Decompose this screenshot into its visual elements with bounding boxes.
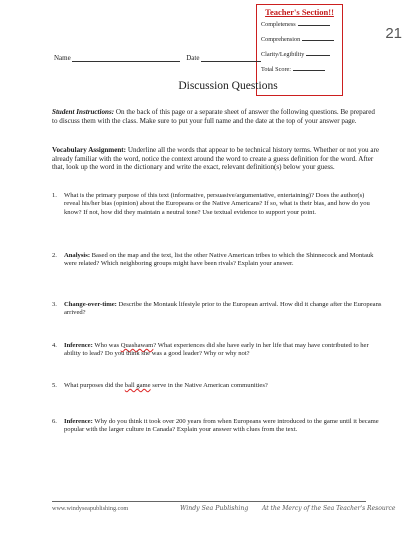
clarity-field: Clarity/Legibility [261, 50, 338, 58]
comprehension-field: Comprehension [261, 35, 338, 43]
footer-publisher: Windy Sea Publishing [180, 505, 249, 512]
page-title: Discussion Questions [178, 80, 278, 92]
question-2: 2. Analysis: Based on the map and the text, list the other Native American tribes to which the Shinnecock and Montauk were related? Which neighboring groups might have been rivals? Explain your answer. [52, 252, 374, 268]
instructions-label: Student Instructions: [52, 108, 115, 116]
vocab-label: Vocabulary Assignment: [52, 146, 127, 154]
footer-divider [52, 501, 366, 502]
instructions-text: On the back of this page or a separate sheet of answer the following questions. Be prepared to discuss them with the class. Make sure to put your full name and the date at the top of your answer page. [52, 108, 375, 125]
footer-url: www.windyseapublishing.com [52, 505, 129, 512]
date-label: Date [186, 54, 200, 62]
name-date-line [54, 54, 261, 62]
question-3: 3. Change-over-time: Describe the Montauk lifestyle prior to the European arrival. How did it change after the Europeans arrived? [52, 301, 382, 317]
completeness-field: Completeness [261, 20, 338, 28]
page-number: 21 [385, 25, 402, 42]
vocabulary-assignment [52, 146, 382, 172]
question-1: 1. What is the primary purpose of this text (informative, persuasive/argumentative, entertaining)? Does the author(s) reveal his/her bias (opinion) about the Europeans or the Native Americans? If so, what is their bias, and how do you know? If not, how did they maintain a neutral tone? Use textual evidence to support your point. [52, 192, 370, 216]
student-instructions [52, 108, 382, 125]
footer-book-title: At the Mercy of the Sea Teacher's Resource [262, 505, 396, 512]
ball-game-word: ball game [124, 382, 151, 389]
teacher-section-title: Teacher's Section!! [265, 7, 334, 17]
question-5: 5. What purposes did the ball game serve in the Native American communities? [52, 382, 268, 389]
name-label: Name [54, 54, 71, 62]
vocab-text: Underline all the words that appear to be technical history terms. Whether or not you are already familiar with the word, notice the context around the word to create a guess definition for the word. After that, look up the word in the dictionary and write the exact, relevant definition(s) below your guess. [52, 146, 380, 172]
question-6: 6. Inference: Why do you think it took over 200 years from when Europeans were introduced to the game until it became popular with the larger culture in Canada? Explain your answer with clues from the text. [52, 418, 379, 434]
question-4: 4. Inference: Who was Quashawam? What experiences did she have early in her life that may have contributed to her ability to lead? Do you think she was a good leader? Why or why not? [52, 342, 369, 358]
total-score-field: Total Score: [261, 65, 338, 73]
quashawam-word: Quashawam [120, 342, 154, 349]
